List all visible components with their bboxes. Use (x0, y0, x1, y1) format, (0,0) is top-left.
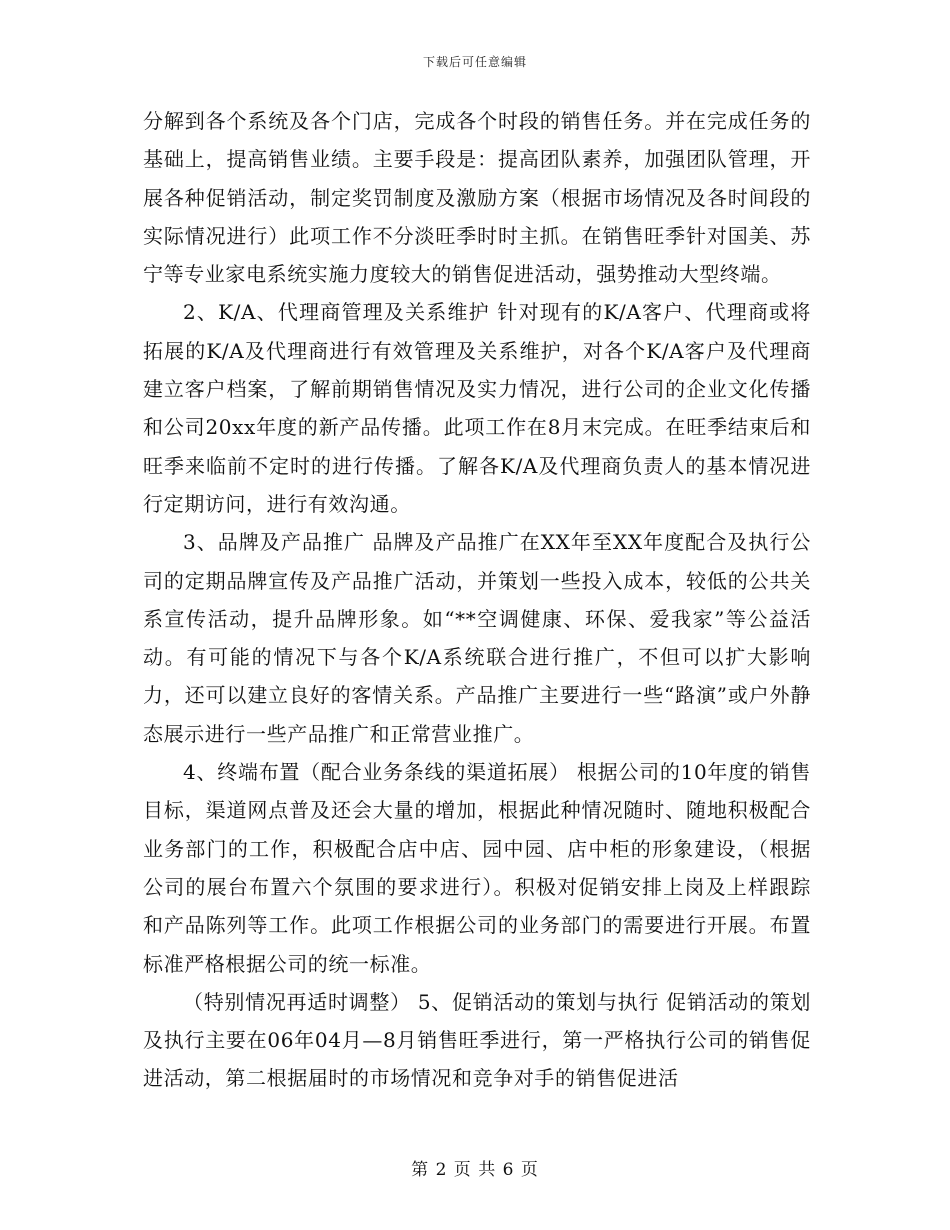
paragraph-brand-promotion: 3、品牌及产品推广 品牌及产品推广在XX年至XX年度配合及执行公司的定期品牌宣传及产品推广活动，并策划一些投入成本，较低的公共关系宣传活动，提升品牌形象。如“**空调健康、环保、爱我家”等公益活动。有可能的情况下与各个K/A系统联合进行推广，不但可以扩大影响力，还可以建立良好的客情关系。产品推广主要进行一些“路演”或户外静态展示进行一些产品推广和正常营业推广。 (143, 530, 811, 746)
paragraph-terminal-layout: 4、终端布置（配合业务条线的渠道拓展） 根据公司的10年度的销售目标，渠道网点普及还会大量的增加，根据此种情况随时、随地积极配合业务部门的工作，积极配合店中店、园中园、店中柜的形象建设，（根据公司的展台布置六个氛围的要求进行）。积极对促销安排上岗及上样跟踪和产品陈列等工作。此项工作根据公司的业务部门的需要进行开展。布置标准严格根据公司的统一标准。 (143, 760, 811, 976)
page-number-footer: 第 2 页 共 6 页 (411, 1160, 539, 1180)
document-body (143, 102, 811, 1098)
page-header: 下载后可任意编辑 (422, 55, 527, 69)
paragraph-promotion-planning: （特别情况再适时调整） 5、促销活动的策划与执行 促销活动的策划及执行主要在06年04月—8月销售旺季进行，第一严格执行公司的销售促进活动，第二根据届时的市场情况和竞争对手的销售促进活 (143, 989, 811, 1091)
paragraph-ka-agent-management: 2、K/A、代理商管理及关系维护 针对现有的K/A客户、代理商或将拓展的K/A及代理商进行有效管理及关系维护，对各个K/A客户及代理商建立客户档案，了解前期销售情况及实力情况，进行公司的企业文化传播和公司20xx年度的新产品传播。此项工作在8月末完成。在旺季结束后和旺季来临前不定时的进行传播。了解各K/A及代理商负责人的基本情况进行定期访问，进行有效沟通。 (143, 300, 811, 516)
paragraph-sales-task: 分解到各个系统及各个门店，完成各个时段的销售任务。并在完成任务的基础上，提高销售业绩。主要手段是：提高团队素养，加强团队管理，开展各种促销活动，制定奖罚制度及激励方案（根据市场情况及各时间段的实际情况进行）此项工作不分淡旺季时时主抓。在销售旺季针对国美、苏宁等专业家电系统实施力度较大的销售促进活动，强势推动大型终端。 (143, 109, 811, 287)
